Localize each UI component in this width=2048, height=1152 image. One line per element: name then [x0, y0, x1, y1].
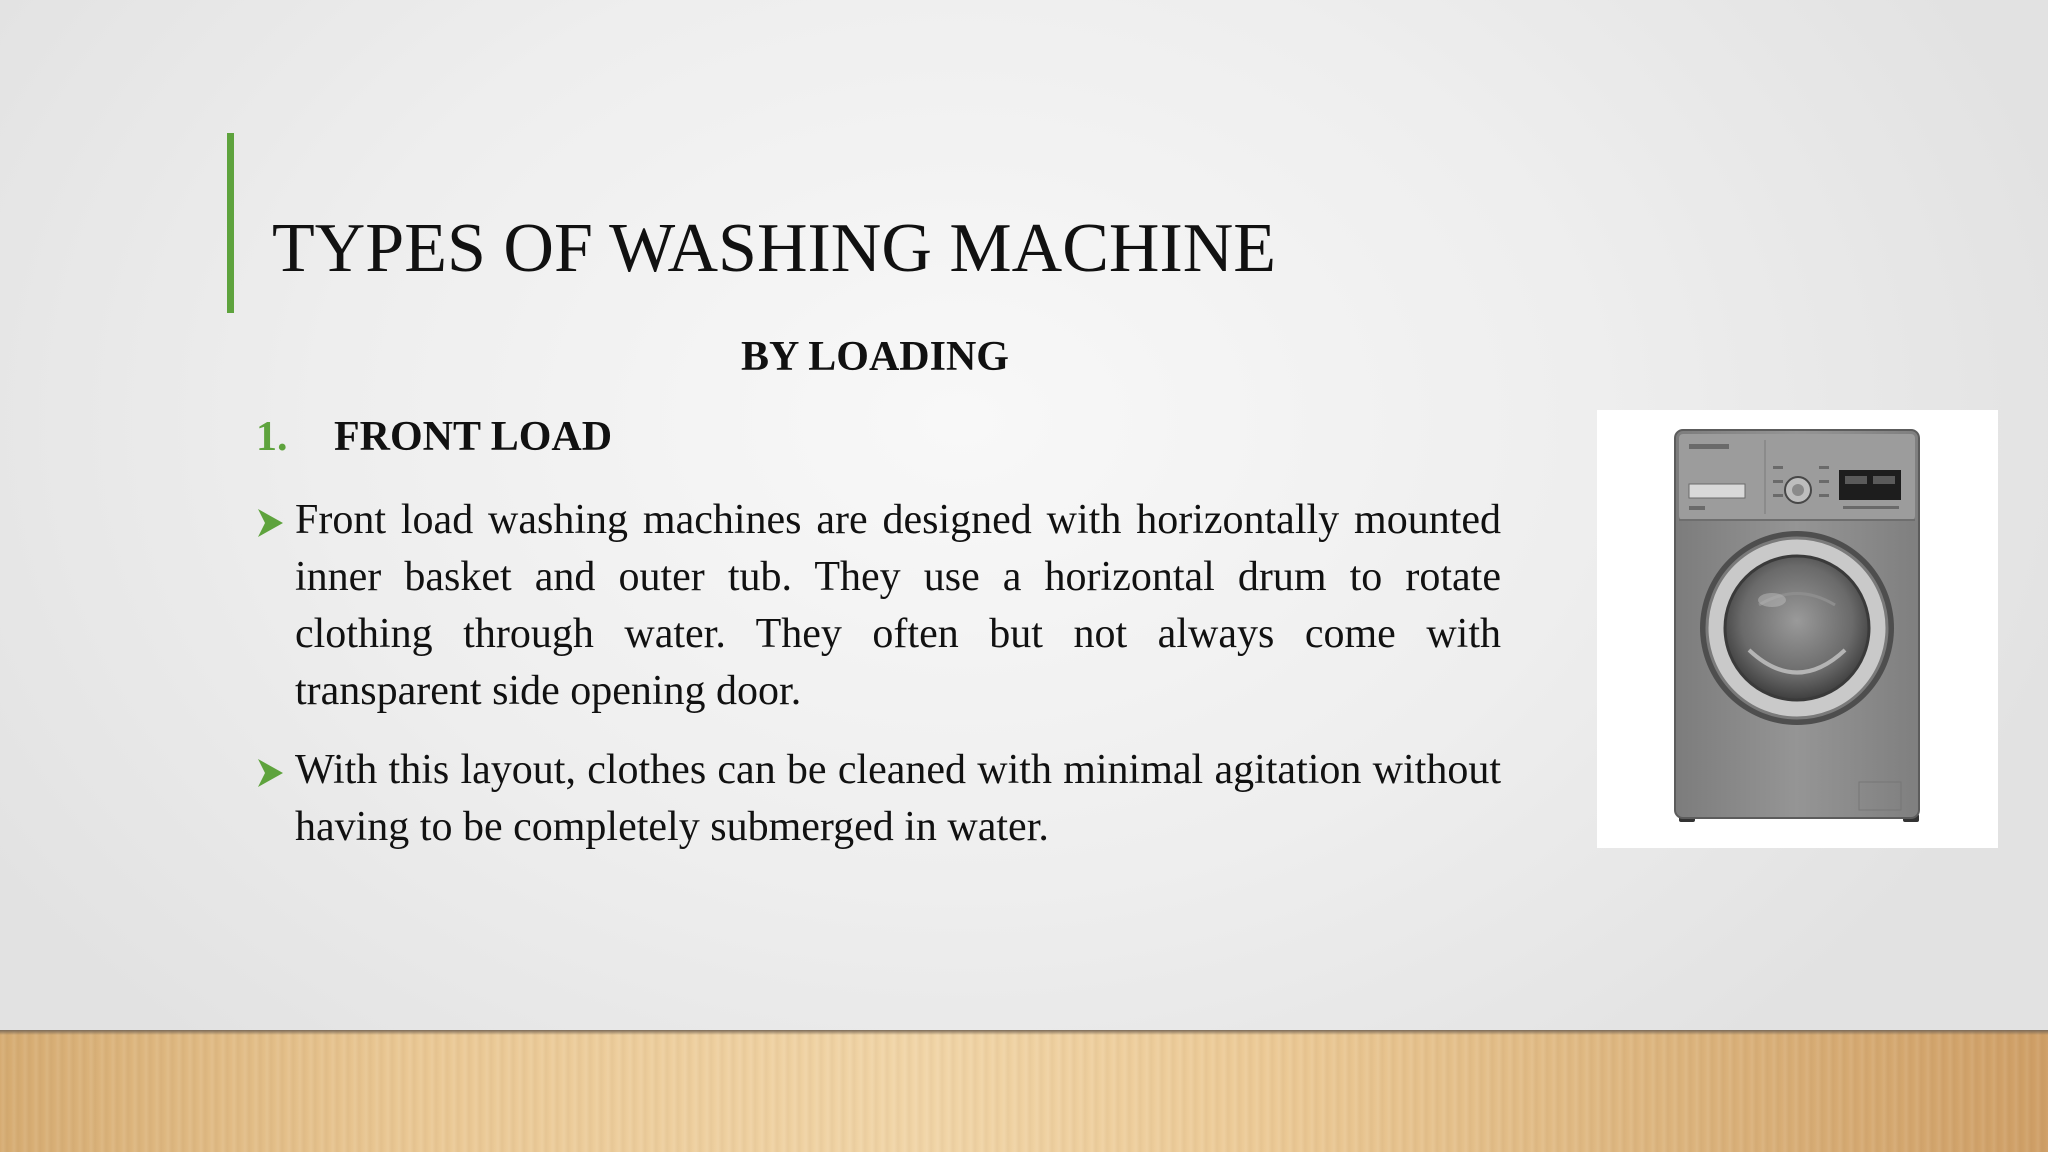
bullet-text: Front load washing machines are designed with horizontally mounted inner basket and outer tub. They use a horizontal drum to rotate clothing through water. They often but not always come with transparent side opening door. — [295, 497, 1501, 714]
arrow-bullet-icon — [256, 508, 284, 538]
bullet-text: With this layout, clothes can be cleaned with minimal agitation without having to be completely submerged in water. — [295, 747, 1501, 850]
bullet-item — [256, 742, 1501, 856]
washing-machine-icon — [1597, 410, 1998, 848]
bullet-list — [256, 492, 1501, 878]
washing-machine-photo — [1597, 410, 1998, 848]
wood-floor — [0, 1030, 2048, 1152]
arrow-bullet-icon — [256, 758, 284, 788]
floor-edge — [0, 1030, 2048, 1035]
bullet-item — [256, 492, 1501, 720]
wood-grain — [0, 1030, 2048, 1152]
title-accent-bar — [227, 133, 234, 313]
item-number: 1. — [256, 414, 288, 460]
item-label: FRONT LOAD — [334, 414, 613, 460]
slide-title: TYPES OF WASHING MACHINE — [272, 210, 1277, 287]
slide-subtitle: BY LOADING — [741, 334, 1009, 380]
